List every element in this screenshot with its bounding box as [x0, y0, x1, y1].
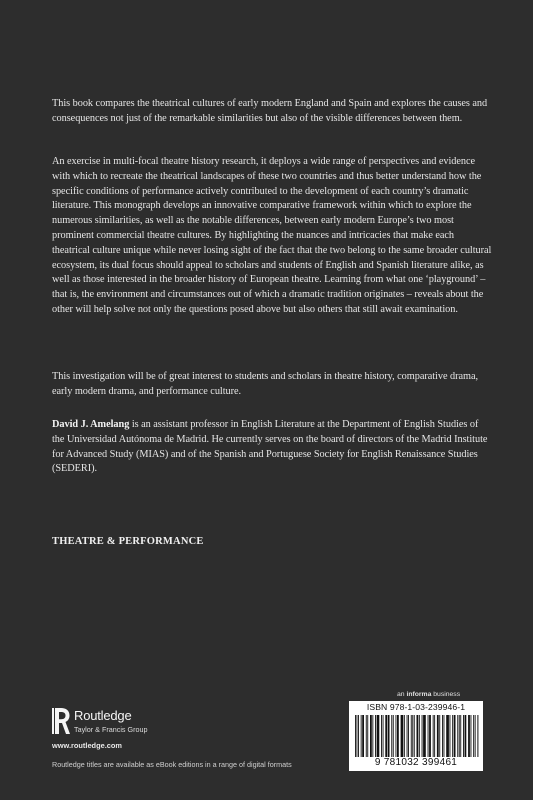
barcode-bar: [463, 715, 464, 757]
ebook-note: Routledge titles are available as eBook editions in a range of digital formats: [52, 760, 292, 769]
barcode-bar: [366, 715, 367, 757]
barcode-bar: [450, 715, 451, 757]
barcode-bar: [388, 715, 390, 757]
barcode-bar: [361, 715, 362, 757]
barcode-bar: [401, 715, 404, 757]
barcode-bar: [423, 715, 426, 757]
routledge-r-icon: [52, 706, 70, 736]
barcode-bar: [468, 715, 470, 757]
author-bio: [52, 418, 492, 477]
barcode-bar: [475, 715, 476, 757]
barcode-bar: [381, 715, 382, 757]
barcode-bar: [367, 715, 368, 757]
publisher-group: Taylor & Francis Group: [74, 725, 148, 734]
author-name: David J. Amelang: [52, 419, 130, 430]
barcode-bar: [465, 715, 467, 757]
informa-prefix: an: [397, 691, 407, 698]
barcode-bar: [428, 715, 429, 757]
barcode-bar: [383, 715, 384, 757]
barcode-bar: [355, 715, 356, 757]
blurb-paragraph-2: An exercise in multi-focal theatre history research, it deploys a wide range of perspectives and evidence with which to recreate the theatrical landscapes of these two countries and thus better understand how the specific conditions of performance actively contributed to the development of each country’s dramatic literature. This monograph develops an innovative comparative framework within which to explore the numerous similarities, as well as the notable differences, between early modern Europe’s two most prominent commercial theatre cultures. By highlighting the nuances and intricacies that make each theatrical culture unique while never losing sight of the fact that the two belong to the same broader cultural ecosystem, its dual focus should appeal to scholars and students of English and Spanish literature alike, as well as those interested in the broader history of European theatre. Learning from what one ‘playground’ – that is, the environment and circumstances out of which a dramatic tradition originates – reveals about the other will help solve not only the questions posed above but also others that still await examination.: [52, 156, 492, 315]
barcode-bar: [471, 715, 472, 757]
barcode-bar: [397, 715, 399, 757]
barcode-bar: [357, 715, 358, 757]
barcode-bar: [442, 715, 443, 757]
series-name: THEATRE & PERFORMANCE: [52, 536, 204, 547]
publisher-website: www.routledge.com: [52, 741, 122, 750]
barcode-bar: [372, 715, 373, 757]
barcode-bar: [377, 715, 380, 757]
barcode-bar: [459, 715, 460, 757]
author-bio-text: is an assistant professor in English Literature at the Department of English Studies of the Universidad Autónoma de Madrid. He currently serves on the board of directors of the Madrid Institute for Advanced Study (MIAS) and of the Spanish and Portuguese Society for English Renaissance Studies (SEDERI).: [52, 419, 488, 475]
informa-brand: informa: [406, 691, 432, 698]
barcode-icon: [353, 715, 479, 757]
barcode-bar: [446, 715, 449, 757]
barcode-bar: [454, 715, 456, 757]
blurb-paragraph-3: This investigation will be of great interest to students and scholars in theatre history, comparative drama, early modern drama, and performance culture.: [52, 371, 478, 397]
barcode-bar: [422, 715, 423, 757]
isbn-label: ISBN 978-1-03-239946-1: [366, 702, 466, 712]
barcode-bar: [370, 715, 372, 757]
barcode-digits: 9 781032 399461: [374, 757, 458, 768]
barcode-bar: [393, 715, 394, 757]
barcode-bar: [434, 715, 435, 757]
barcode-bar: [412, 715, 413, 757]
barcode-bar: [460, 715, 461, 757]
barcode-bar: [457, 715, 458, 757]
barcode-bar: [473, 715, 474, 757]
barcode-bar: [429, 715, 431, 757]
barcode-bar: [439, 715, 440, 757]
barcode-bar: [375, 715, 376, 757]
informa-tagline: [397, 691, 460, 698]
barcode-bar: [477, 715, 478, 757]
barcode-bar: [407, 715, 408, 757]
barcode-bar: [362, 715, 364, 757]
barcode-bar: [414, 715, 415, 757]
blurb-paragraph-1: This book compares the theatrical cultures of early modern England and Spain and explores the causes and consequences not just of the remarkable similarities but also of the visible differences between them.: [52, 98, 488, 124]
publisher-name: Routledge: [74, 708, 132, 723]
barcode-bar: [437, 715, 439, 757]
barcode-bar: [444, 715, 445, 757]
barcode-bar: [404, 715, 405, 757]
barcode-bar: [433, 715, 434, 757]
informa-suffix: business: [431, 691, 461, 698]
barcode-box: [349, 701, 483, 771]
barcode-bar: [411, 715, 412, 757]
publisher-logo: [52, 706, 192, 736]
barcode-bar: [452, 715, 453, 757]
barcode-bar: [358, 715, 359, 757]
barcode-bar: [417, 715, 419, 757]
barcode-bar: [408, 715, 409, 757]
barcode-bar: [391, 715, 392, 757]
barcode-bar: [385, 715, 387, 757]
barcode-bar: [396, 715, 397, 757]
barcode-bar: [419, 715, 420, 757]
